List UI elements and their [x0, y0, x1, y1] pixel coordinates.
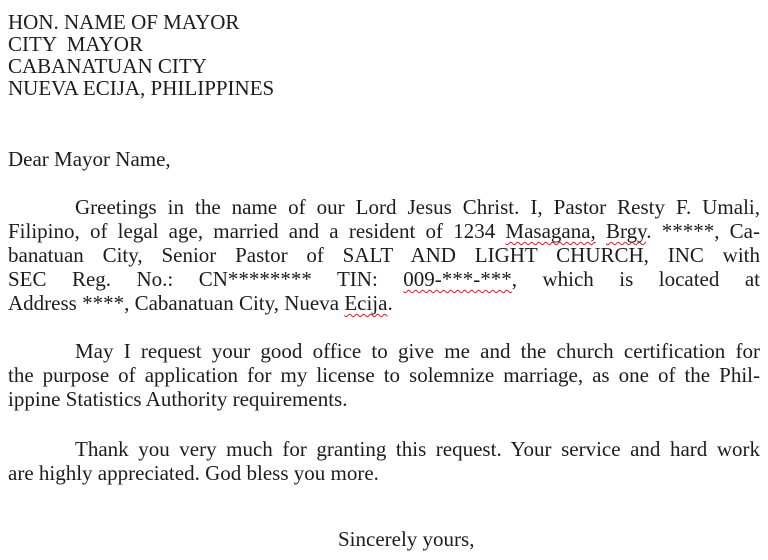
text-segment: [596, 219, 606, 243]
recipient-line: NUEVA ECIJA, PHILIPPINES: [8, 76, 275, 100]
text-segment: are highly appreciated. God bless you more.: [8, 461, 379, 485]
text-segment: Thank you very much for granting this request. Your service and hard work: [75, 437, 760, 461]
misspelled-word: Ecija: [344, 291, 388, 315]
recipient-line: CABANATUAN CITY: [8, 54, 207, 78]
misspelled-word: 009-***-***: [403, 267, 512, 291]
misspelled-word: Brgy: [606, 219, 647, 243]
recipient-block: [8, 11, 760, 99]
text-line: [8, 437, 760, 461]
text-segment: Address ****, Cabanatuan City, Nueva: [8, 291, 345, 315]
paragraph: [8, 195, 760, 315]
text-segment: the purpose of application for my license to solemnize marriage, as one of the Phil-: [8, 363, 760, 387]
text-segment: May I request your good office to give me and the church certification for: [75, 339, 760, 363]
recipient-line: HON. NAME OF MAYOR: [8, 10, 240, 34]
paragraph: [8, 437, 760, 485]
text-line: [8, 291, 760, 315]
text-segment: .: [387, 291, 393, 315]
text-line: [8, 267, 760, 291]
text-line: [8, 387, 760, 411]
closing: Sincerely yours,: [338, 527, 475, 551]
text-segment: ippine Statistics Authority requirements.: [8, 387, 348, 411]
text-line: [8, 339, 760, 363]
recipient-line: CITY MAYOR: [8, 32, 143, 56]
text-segment: , which is located at: [511, 267, 760, 291]
text-segment: banatuan City, Senior Pastor of SALT AND LIGHT CHURCH, INC with: [8, 243, 760, 267]
text-line: [8, 219, 760, 243]
text-line: [8, 195, 760, 219]
misspelled-word: Masagana,: [505, 219, 596, 243]
paragraph: [8, 339, 760, 411]
salutation: Dear Mayor Name,: [8, 147, 171, 171]
text-line: [8, 363, 760, 387]
text-segment: SEC Reg. No.: CN******** TIN:: [8, 267, 404, 291]
text-line: [8, 461, 760, 485]
text-segment: . *****, Ca-: [646, 219, 760, 243]
text-line: [8, 243, 760, 267]
letter-body: [8, 195, 760, 485]
text-segment: Filipino, of legal age, married and a resident of 1234: [8, 219, 506, 243]
text-segment: Greetings in the name of our Lord Jesus Christ. I, Pastor Resty F. Umali,: [75, 195, 760, 219]
